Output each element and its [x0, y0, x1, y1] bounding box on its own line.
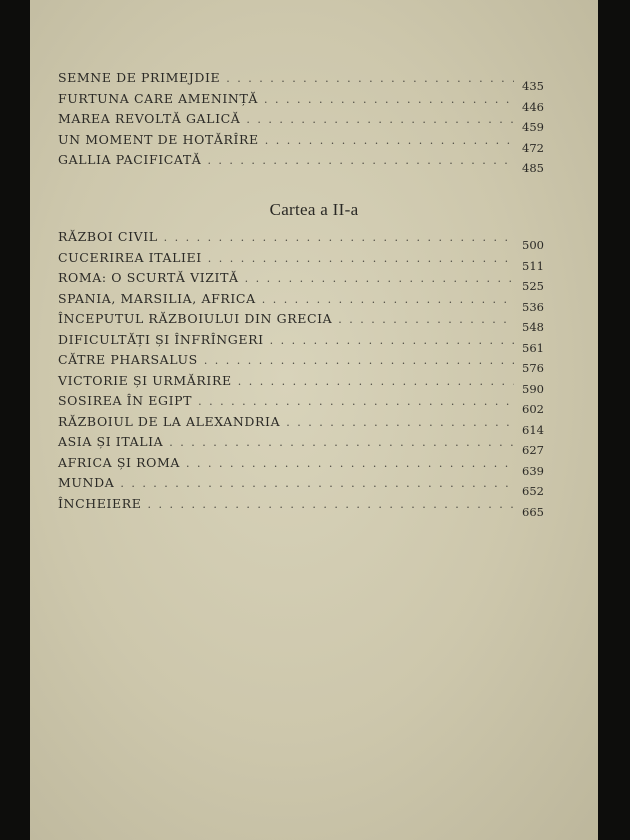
toc-entry: [58, 455, 544, 476]
toc-entry-page: 602: [522, 402, 544, 416]
dot-leader: [198, 395, 514, 408]
toc-entry-page: 639: [522, 463, 544, 478]
toc-entry-page: 548: [522, 320, 544, 334]
toc-entry: [58, 434, 544, 455]
toc-entry-page: 435: [522, 79, 544, 93]
toc-entry: [58, 270, 544, 291]
toc-entry-title: CĂTRE PHARSALUS: [58, 352, 198, 367]
toc-entry-page: 627: [522, 443, 544, 457]
toc-entry-title: DIFICULTĂȚI ȘI ÎNFRÎNGERI: [58, 331, 264, 347]
toc-entry-page: 576: [522, 361, 544, 375]
toc-entry-title: GALLIA PACIFICATĂ: [58, 152, 202, 167]
dot-leader: [208, 252, 514, 265]
toc-entry-title: MAREA REVOLTĂ GALICĂ: [58, 111, 241, 126]
toc-list-top: [58, 70, 544, 173]
dot-leader: [265, 134, 514, 147]
toc-entry-title: AFRICA ȘI ROMA: [58, 454, 180, 470]
toc-entry-page: 525: [522, 279, 544, 293]
toc-entry: [58, 393, 544, 414]
toc-entry: [58, 475, 544, 496]
dot-leader: [186, 457, 514, 470]
toc-entry-title: CUCERIREA ITALIEI: [58, 249, 202, 265]
toc-entry-page: 500: [522, 238, 544, 252]
dot-leader: [226, 72, 514, 85]
toc-entry: [58, 152, 544, 173]
toc-entry-title: ROMA: O SCURTĂ VIZITĂ: [58, 270, 239, 285]
toc-entry: [58, 373, 544, 394]
toc-entry-title: RĂZBOIUL DE LA ALEXANDRIA: [58, 413, 281, 429]
toc-entry-title: UN MOMENT DE HOTĂRÎRE: [58, 131, 259, 147]
dot-leader: [147, 498, 514, 511]
dot-leader: [120, 477, 514, 490]
toc-entry-title: ÎNCHEIERE: [58, 495, 142, 511]
toc-entry: [58, 332, 544, 353]
toc-entry-page: 459: [522, 120, 544, 134]
dot-leader: [262, 293, 514, 306]
toc-entry: [58, 414, 544, 435]
dot-leader: [204, 354, 514, 367]
dot-leader: [270, 334, 514, 347]
toc-entry-page: 485: [522, 161, 544, 175]
toc-entry-page: 536: [522, 299, 544, 314]
section-heading: Cartea a II-a: [269, 200, 359, 219]
dot-leader: [164, 231, 514, 244]
toc-entry-title: SPANIA, MARSILIA, AFRICA: [58, 290, 256, 306]
toc-entry: [58, 291, 544, 312]
toc-entry-page: 652: [522, 484, 544, 498]
toc-entry-title: RĂZBOI CIVIL: [58, 229, 158, 244]
toc-entry-title: VICTORIE ȘI URMĂRIRE: [58, 372, 232, 388]
toc-entry-page: 472: [522, 140, 544, 155]
dot-leader: [245, 272, 514, 285]
toc-entry-title: SEMNE DE PRIMEJDIE: [58, 70, 221, 85]
dot-leader: [264, 93, 514, 106]
dot-leader: [169, 436, 514, 449]
toc-entry-title: SOSIREA ÎN EGIPT: [58, 393, 193, 408]
toc-entry-page: 561: [522, 340, 544, 355]
toc-entry-title: ÎNCEPUTUL RĂZBOIULUI DIN GRECIA: [58, 311, 333, 326]
toc-entry: [58, 70, 544, 91]
toc-entry: [58, 91, 544, 112]
toc-entry: [58, 111, 544, 132]
toc-entry: [58, 132, 544, 153]
toc-entry: [58, 229, 544, 250]
toc-entry-page: 665: [522, 504, 544, 519]
toc-list-bottom: [58, 229, 544, 519]
toc-entry-page: 614: [522, 422, 544, 437]
dot-leader: [207, 154, 514, 167]
toc-entry-title: ASIA ȘI ITALIA: [58, 434, 164, 449]
dot-leader: [338, 313, 514, 326]
toc-entry-page: 446: [522, 99, 544, 114]
toc-entry-title: MUNDA: [58, 475, 115, 490]
toc-entry: [58, 496, 544, 517]
toc-entry: [58, 311, 544, 332]
toc-entry-page: 590: [522, 381, 544, 396]
toc-entry-page: 511: [522, 258, 544, 273]
dot-leader: [246, 113, 514, 126]
toc-entry-title: FURTUNA CARE AMENINȚĂ: [58, 90, 259, 106]
book-page: [30, 0, 598, 840]
toc-entry: [58, 250, 544, 271]
dot-leader: [238, 375, 514, 388]
toc-entry: [58, 352, 544, 373]
dot-leader: [286, 416, 514, 429]
